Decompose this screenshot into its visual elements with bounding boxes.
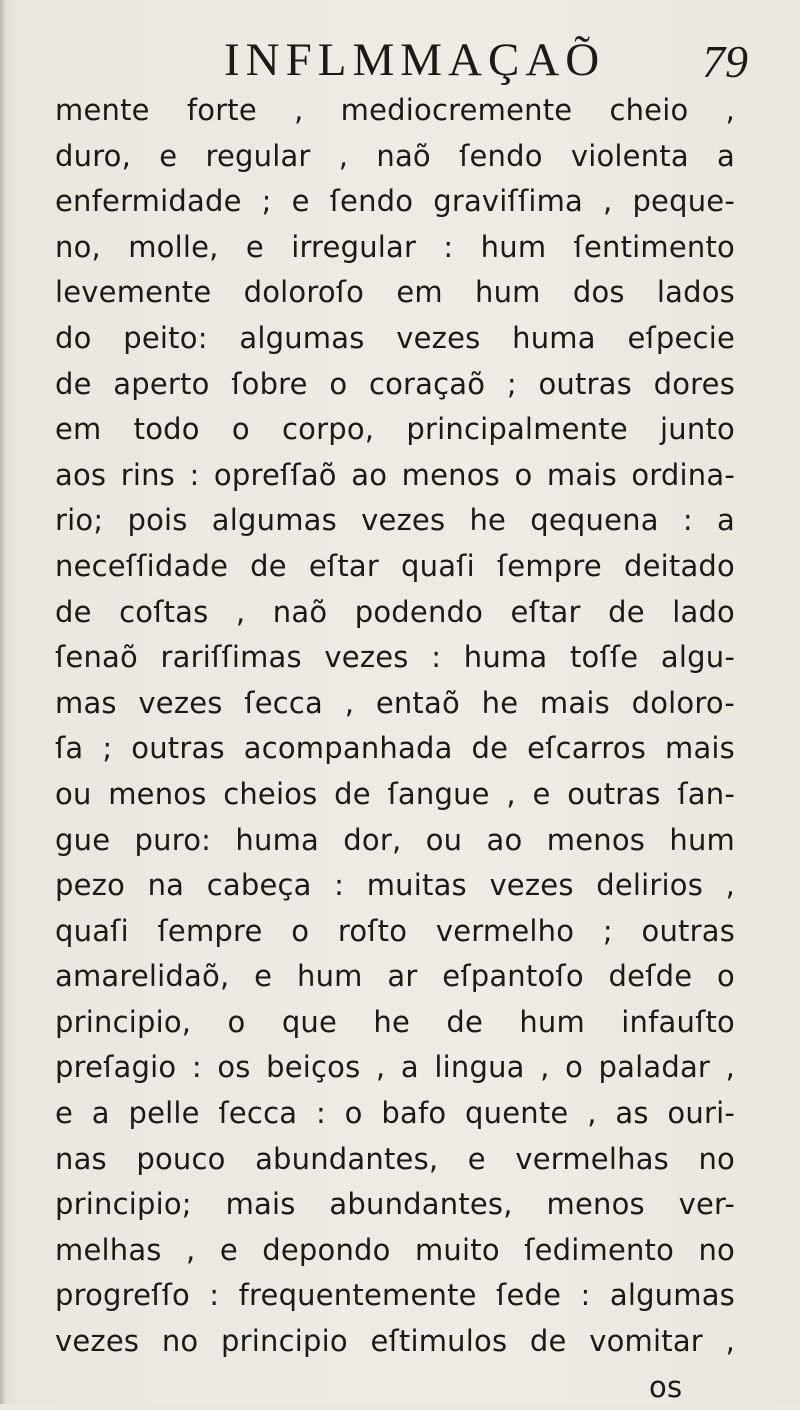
text-line: amarelidaõ, e hum ar eſpantoſo deſde o — [55, 959, 735, 994]
text-line: gue puro: huma dor, ou ao menos hum — [55, 822, 735, 857]
text-line: mente forte , mediocremente cheio , — [55, 93, 735, 127]
text-line: em todo o corpo, principalmente junto — [55, 412, 735, 447]
text-line: de coſtas , naõ podendo eſtar de lado — [55, 594, 735, 629]
text-line: ou menos cheios de ſangue , e outras ſan- — [55, 776, 735, 811]
text-line: vezes no principio eſtimulos de vomitar , — [55, 1324, 735, 1359]
text-line: principio, o que he de hum infauſto — [55, 1004, 735, 1039]
page-gutter-shadow — [0, 0, 6, 1404]
text-line: preſagio : os beiços , a lingua , o paladar , — [55, 1050, 735, 1085]
text-line: rio; pois algumas vezes he qequena : a — [55, 503, 735, 538]
text-line: principio; mais abundantes, menos ver- — [55, 1187, 735, 1222]
text-line: enfermidade ; e ſendo graviſſima , peque- — [55, 184, 735, 219]
text-line: aos rins : opreſſaõ ao menos o mais ordina- — [55, 457, 735, 492]
text-line: e a pelle ſecca : o bafo quente , as ouri- — [55, 1096, 735, 1131]
catchword: os — [649, 1369, 683, 1404]
running-title: INFLMMAÇAÕ — [224, 34, 606, 86]
body-text — [55, 88, 735, 1410]
text-line: progreſſo : frequentemente ſede : algumas — [55, 1278, 735, 1313]
text-line: mas vezes ſecca , entaõ he mais doloro- — [55, 685, 735, 720]
text-line: melhas , e depondo muito ſedimento no — [55, 1232, 735, 1267]
text-line: pezo na cabeça : muitas vezes delirios , — [55, 868, 735, 903]
text-line: duro, e regular , naõ ſendo violenta a — [55, 138, 735, 173]
page-number: 79 — [702, 36, 748, 87]
text-line: quaſi ſempre o roſto vermelho ; outras — [55, 913, 735, 948]
text-line: nas pouco abundantes, e vermelhas no — [55, 1141, 735, 1176]
text-line: do peito: algumas vezes huma eſpecie — [55, 320, 735, 355]
page-header — [0, 30, 800, 90]
text-line: no, molle, e irregular : hum ſentimento — [55, 229, 735, 264]
text-line: ſa ; outras acompanhada de eſcarros mais — [55, 731, 735, 766]
text-line: levemente doloroſo em hum dos lados — [55, 275, 735, 310]
text-line: ſenaõ rariſſimas vezes : huma toſſe algu- — [55, 640, 735, 675]
text-line: neceſſidade de eſtar quaſi ſempre deitado — [55, 548, 735, 583]
text-line: de aperto ſobre o coraçaõ ; outras dores — [55, 366, 735, 401]
